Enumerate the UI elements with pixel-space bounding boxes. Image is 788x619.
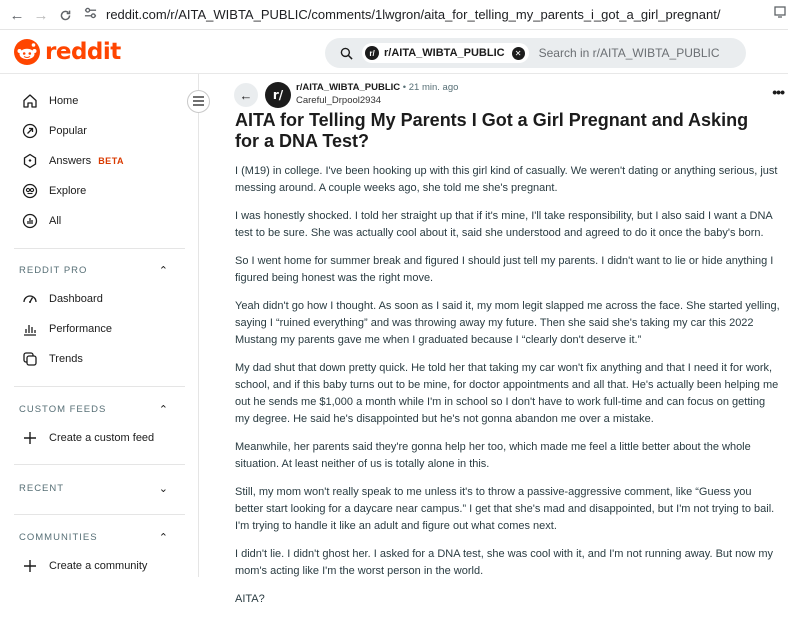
sidebar-item-label: Popular bbox=[49, 125, 87, 137]
reddit-pro-section-toggle[interactable] bbox=[19, 264, 169, 277]
reload-icon[interactable] bbox=[54, 4, 76, 26]
sidebar-item-explore[interactable] bbox=[20, 180, 86, 202]
trends-icon bbox=[20, 349, 40, 369]
recent-section-toggle[interactable] bbox=[19, 482, 169, 495]
sidebar-divider bbox=[14, 464, 185, 465]
section-heading: RECENT bbox=[19, 483, 65, 494]
reddit-header bbox=[0, 30, 788, 74]
sidebar-divider bbox=[14, 248, 185, 249]
post-paragraph: So I went home for summer break and figured I should just tell my parents. I didn't want to lie or hide anything I figured being honest was the right move. bbox=[235, 255, 774, 284]
subreddit-link[interactable]: r/AITA_WIBTA_PUBLIC bbox=[296, 82, 401, 93]
plus-icon bbox=[20, 428, 40, 448]
post-paragraph: Yeah didn't go how I thought. As soon as I said it, my mom legit slapped me across the face. She started yelling, saying I “ruined everything” and was throwing away my future. Then she said she's taking my car this 2022 Mustang my parents gave me when I graduated because I “clearly don't deserve it.” bbox=[235, 300, 780, 346]
custom-feeds-section-toggle[interactable] bbox=[19, 403, 169, 416]
back-arrow-icon: ← bbox=[239, 87, 253, 103]
chevron-up-icon: ⌃ bbox=[158, 404, 169, 416]
sidebar-item-label: Explore bbox=[49, 185, 87, 197]
sidebar-item-label: Create a community bbox=[49, 560, 148, 572]
subreddit-avatar[interactable]: r/ bbox=[265, 82, 291, 108]
sidebar-item-label: Home bbox=[49, 95, 79, 107]
meta-separator: • bbox=[402, 82, 407, 93]
back-arrow-icon[interactable]: ← bbox=[9, 6, 25, 24]
sidebar-item-dashboard[interactable] bbox=[20, 288, 103, 310]
sidebar-item-trends[interactable] bbox=[20, 348, 83, 370]
browser-toolbar bbox=[0, 0, 788, 30]
back-button[interactable] bbox=[234, 83, 258, 107]
left-sidebar bbox=[0, 74, 199, 577]
url-text: reddit.com/r/AITA_WIBTA_PUBLIC/comments/1lwgron/aita_for_telling_my_parents_i_got_a_girl_pregnant/ bbox=[106, 7, 721, 22]
search-bar[interactable] bbox=[325, 38, 746, 68]
sidebar-item-home[interactable] bbox=[20, 90, 78, 112]
author-link[interactable]: Careful_Drpool2934 bbox=[296, 95, 382, 106]
post-paragraph: Meanwhile, her parents said they're gonna help her too, which made me feel a little better about the whole situation. At least neither of us is totally alone in this. bbox=[235, 441, 751, 470]
address-bar[interactable] bbox=[84, 3, 774, 26]
chevron-down-icon: ⌄ bbox=[158, 483, 169, 495]
search-input[interactable]: Search in r/AITA_WIBTA_PUBLIC bbox=[538, 46, 720, 60]
post-paragraph: My dad shut that down pretty quick. He told her that taking my car won't fix anything and that I need it for work, school, and if this baby turns out to be mine, for doctor appointments and all that. He's actually been helping me out he sends me $1,000 a month while I'm in school so I don't have to work full-time and can focus on getting my degree. He said he's disappointed but he's not gonna abandon me over a mistake. bbox=[235, 362, 779, 425]
community-search-chip[interactable] bbox=[362, 43, 529, 63]
post-meta bbox=[296, 82, 458, 93]
chevron-up-icon: ⌃ bbox=[158, 532, 169, 544]
sidebar-item-label: Dashboard bbox=[49, 293, 103, 305]
collapse-sidebar-button[interactable] bbox=[187, 90, 210, 113]
search-icon bbox=[338, 45, 354, 61]
performance-icon bbox=[20, 319, 40, 339]
sidebar-item-all[interactable] bbox=[20, 210, 61, 232]
sidebar-item-label: Trends bbox=[49, 353, 83, 365]
beta-badge: BETA bbox=[98, 156, 125, 166]
plus-icon bbox=[20, 556, 40, 576]
popular-icon bbox=[20, 121, 40, 141]
section-heading: CUSTOM FEEDS bbox=[19, 404, 107, 415]
post-time: 21 min. ago bbox=[408, 82, 459, 93]
forward-arrow-icon[interactable]: → bbox=[33, 6, 49, 24]
site-info-icon[interactable] bbox=[84, 7, 106, 22]
explore-icon bbox=[20, 181, 40, 201]
extension-icon[interactable] bbox=[774, 6, 786, 21]
post-detail bbox=[234, 74, 788, 605]
create-custom-feed-button[interactable] bbox=[20, 427, 154, 449]
reddit-logo[interactable] bbox=[14, 39, 121, 65]
sidebar-item-label: All bbox=[49, 215, 62, 227]
sidebar-item-answers[interactable] bbox=[20, 150, 124, 172]
clear-chip-icon[interactable]: ✕ bbox=[512, 47, 525, 60]
menu-icon bbox=[193, 93, 204, 111]
sidebar-item-popular[interactable] bbox=[20, 120, 87, 142]
sidebar-item-label: Create a custom feed bbox=[49, 432, 155, 444]
post-paragraph: I was honestly shocked. I told her straight up that if it's mine, I'll take responsibility, but I also said I want a DNA test to be sure. She was actually cool about it, said she understood and agreed to do it once the baby's born. bbox=[235, 210, 773, 239]
sidebar-item-label: Answers bbox=[49, 155, 92, 167]
reddit-snoo-icon bbox=[14, 39, 40, 65]
chevron-up-icon: ⌃ bbox=[158, 265, 169, 277]
answers-icon bbox=[20, 151, 40, 171]
section-heading: COMMUNITIES bbox=[19, 532, 98, 543]
post-paragraph: I (M19) in college. I've been hooking up with this girl kind of casually. We weren't dating or anything serious, just messing around. A couple weeks ago, she told me she's pregnant. bbox=[235, 165, 778, 194]
section-heading: REDDIT PRO bbox=[19, 265, 88, 276]
post-paragraph: Still, my mom won't really speak to me unless it's to throw a passive-aggressive comment, like “Guess you better start looking for a daycare near campus.” I get that she's mad and disappointed, but I'm not trying to bail. I'm trying to handle it like an adult and figure out what comes next. bbox=[235, 486, 775, 532]
more-options-icon[interactable]: ••• bbox=[772, 84, 784, 100]
sidebar-divider bbox=[14, 386, 185, 387]
dashboard-icon bbox=[20, 289, 40, 309]
communities-section-toggle[interactable] bbox=[19, 531, 169, 544]
sidebar-item-performance[interactable] bbox=[20, 318, 112, 340]
sidebar-divider bbox=[14, 514, 185, 515]
logo-wordmark: reddit bbox=[45, 39, 121, 65]
community-chip-label: r/AITA_WIBTA_PUBLIC bbox=[384, 47, 505, 59]
post-title: AITA for Telling My Parents I Got a Girl Pregnant and Asking for a DNA Test? bbox=[235, 110, 749, 151]
create-community-button[interactable] bbox=[20, 555, 147, 577]
home-icon bbox=[20, 91, 40, 111]
subreddit-avatar-icon: r/ bbox=[365, 46, 379, 60]
all-icon bbox=[20, 211, 40, 231]
post-paragraph: I didn't lie. I didn't ghost her. I asked for a DNA test, she was cool with it, and I'm not running away. But now my mom's acting like I'm the worst person in the world. bbox=[235, 548, 774, 577]
post-paragraph: AITA? bbox=[235, 593, 265, 605]
sidebar-item-label: Performance bbox=[49, 323, 112, 335]
post-body bbox=[235, 163, 780, 619]
